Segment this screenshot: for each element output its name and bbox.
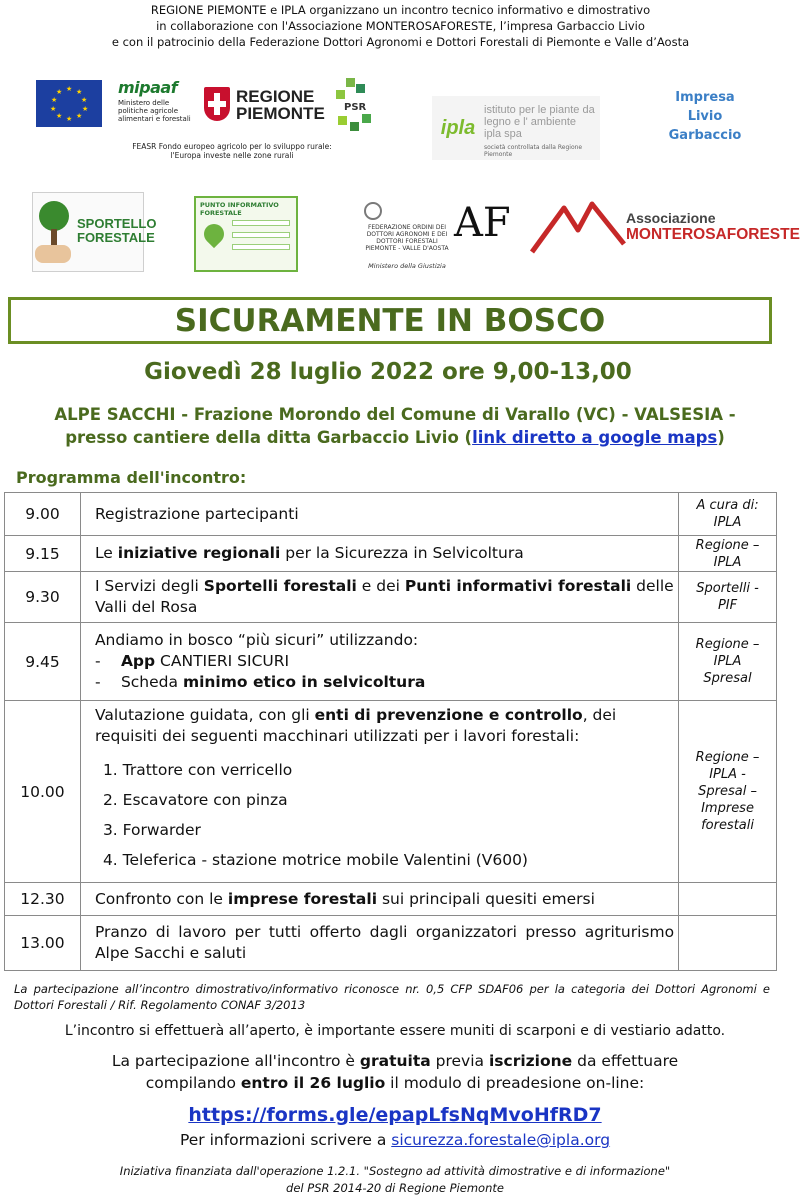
schedule-time: 9.30	[5, 572, 81, 623]
owner-line: Sportelli -	[696, 581, 759, 596]
desc-text: per la Sicurezza in Selvicoltura	[280, 544, 524, 562]
ipla-logo	[432, 96, 600, 160]
reg-text: da effettuare	[572, 1052, 679, 1070]
ipla-sub: società controllata dalla Regione Piemonte	[484, 144, 583, 158]
eu-flag-logo: ★ ★ ★ ★ ★ ★ ★ ★ ★ ★	[36, 80, 102, 127]
sportello-forestale-logo	[32, 192, 157, 272]
desc-text: e dei	[356, 577, 405, 595]
emblem-icon	[364, 202, 382, 220]
header-line-1: REGIONE PIEMONTE e IPLA organizzano un incontro tecnico informativo e dimostrativo	[150, 3, 651, 17]
schedule-owner	[679, 493, 777, 536]
desc-text: Le	[94, 544, 118, 562]
federazione-ordini-logo	[360, 200, 511, 272]
desc-bold: minimo etico in selvicoltura	[182, 673, 426, 691]
schedule-desc	[80, 536, 678, 572]
mountain-icon	[530, 200, 626, 256]
contact-text: Per informazioni scrivere a	[179, 1131, 392, 1149]
owner-line: IPLA	[713, 554, 742, 570]
regione-line-2: PIEMONTE	[236, 104, 325, 123]
tree-icon	[39, 201, 69, 231]
map-pin-icon	[200, 220, 228, 248]
owner-line: Regione –	[695, 637, 760, 652]
reg-bold: entro il 26 luglio	[240, 1074, 386, 1092]
registration-note	[0, 1050, 790, 1094]
desc-text: CANTIERI SICURI	[155, 652, 290, 670]
desc-bold: App	[120, 652, 156, 670]
schedule-desc: Pranzo di lavoro per tutti offerto dagli organizzatori presso agriturismo Alpe Sacchi e saluti	[80, 916, 678, 971]
reg-text: previa	[430, 1052, 489, 1070]
reg-text: La partecipazione all'incontro è	[111, 1052, 360, 1070]
sportello-line-1: SPORTELLO	[77, 216, 157, 231]
desc-text: , dei requisiti dei seguenti macchinari utilizzati per i lavori forestali:	[94, 705, 617, 745]
schedule-owner	[679, 572, 777, 623]
machine-item: 3. Forwarder	[102, 820, 201, 839]
desc-bold: Punti informativi forestali	[404, 577, 632, 595]
sportello-line-2: FORESTALE	[77, 230, 155, 245]
ipla-name: istituto per le piante da legno e l' ambiente ipla spa	[484, 104, 595, 140]
desc-text: delle Valli del Rosa	[94, 577, 674, 616]
outdoor-note: L’incontro si effettuerà all’aperto, è importante essere muniti di scarponi e di vestiario adatto.	[64, 1023, 726, 1039]
programme-heading: Programma dell'incontro:	[16, 468, 247, 487]
schedule-row	[5, 883, 777, 916]
owner-line: Spresal –	[698, 784, 757, 799]
event-title: SICURAMENTE IN BOSCO	[174, 303, 606, 339]
owner-line: IPLA -	[709, 767, 746, 782]
owner-line: Regione –	[695, 750, 760, 765]
bullet: -	[94, 652, 101, 670]
schedule-owner	[679, 536, 777, 572]
pif-title: PUNTO INFORMATIVO FORESTALE	[200, 201, 279, 217]
location-line-2: presso cantiere della ditta Garbaccio Livio (	[65, 428, 473, 447]
owner-line: A cura di:	[696, 498, 759, 513]
impresa-garbaccio-logo	[660, 88, 750, 145]
monterosa-line-2: MONTEROSAFORESTE	[626, 226, 800, 243]
schedule-desc	[80, 883, 678, 916]
psr-logo	[332, 76, 378, 132]
regione-piemonte-logo	[204, 85, 325, 125]
impresa-line-1: Impresa	[675, 90, 735, 105]
bullet: -	[94, 673, 101, 691]
google-maps-link[interactable]: link diretto a google maps	[472, 428, 718, 447]
machine-list	[103, 755, 674, 875]
location-line-1: ALPE SACCHI - Frazione Morondo del Comune di Varallo (VC) - VALSESIA -	[54, 405, 736, 424]
desc-text: sui principali quesiti emersi	[377, 889, 595, 908]
schedule-row	[5, 701, 777, 883]
cfp-note: La partecipazione all’incontro dimostrativo/informativo riconosce nr. 0,5 CFP SDAF06 per la categoria dei Dottori Agronomi e Dottori Forestali / Rif. Regolamento CONAF 3/2013	[14, 982, 770, 1012]
schedule-owner	[679, 623, 777, 701]
schedule-desc	[80, 572, 678, 623]
owner-line: Regione –	[695, 537, 760, 553]
desc-list-item	[95, 651, 674, 672]
machine-item: 4. Teleferica - stazione motrice mobile Valentini (V600)	[102, 850, 528, 869]
desc-list-item	[95, 672, 674, 693]
funding-note	[0, 1163, 790, 1197]
owner-line: Spresal	[703, 671, 752, 686]
contact-email-link[interactable]: sicurezza.forestale@ipla.org	[391, 1131, 611, 1149]
feasr-caption: FEASR Fondo europeo agricolo per lo sviluppo rurale: l'Europa investe nelle zone rurali	[132, 142, 332, 160]
desc-bold: imprese forestali	[227, 889, 378, 908]
owner-line: PIF	[717, 598, 738, 613]
contact-info	[0, 1131, 790, 1149]
schedule-time: 13.00	[5, 916, 81, 971]
schedule-row	[5, 572, 777, 623]
desc-text: Valutazione guidata, con gli	[94, 705, 315, 724]
desc-bold: enti di prevenzione e controllo	[314, 705, 583, 724]
funding-line-1: Iniziativa finanziata dall'operazione 1.2.1. "Sostegno ad attività dimostrative e di informazione"	[119, 1164, 671, 1178]
event-date: Giovedì 28 luglio 2022 ore 9,00-13,00	[144, 359, 632, 385]
regione-crest-icon	[204, 87, 230, 121]
schedule-row	[5, 916, 777, 971]
schedule-table	[4, 492, 777, 971]
machine-item: 2. Escavatore con pinza	[102, 790, 288, 809]
schedule-time: 10.00	[5, 701, 81, 883]
punto-informativo-forestale-logo	[194, 196, 298, 272]
owner-line: Imprese	[701, 801, 754, 816]
schedule-row	[5, 493, 777, 536]
desc-text: I Servizi degli	[94, 577, 204, 595]
owner-line: forestali	[701, 818, 754, 833]
funding-line-2: del PSR 2014-20 di Regione Piemonte	[286, 1181, 504, 1195]
schedule-owner	[679, 701, 777, 883]
registration-form-link[interactable]: https://forms.gle/epapLfsNqMvoHfRD7	[188, 1104, 602, 1126]
header-line-3: e con il patrocinio della Federazione Dottori Agronomi e Dottori Forestali di Piemonte e Valle d’Aosta	[111, 35, 690, 49]
reg-bold: iscrizione	[488, 1052, 573, 1070]
owner-line: IPLA	[713, 654, 742, 669]
desc-intro: Andiamo in bosco “più sicuri” utilizzando:	[94, 631, 419, 649]
schedule-time: 12.30	[5, 883, 81, 916]
schedule-row	[5, 623, 777, 701]
psr-label: PSR	[344, 102, 367, 113]
monterosa-line-1: Associazione	[626, 210, 716, 226]
header-line-2: in collaborazione con l'Associazione MONTEROSAFORESTE, l’impresa Garbaccio Livio	[156, 19, 645, 33]
schedule-owner	[679, 883, 777, 916]
desc-bold: Sportelli forestali	[203, 577, 357, 595]
desc-text: Confronto con le	[94, 889, 228, 908]
reg-text: compilando	[145, 1074, 241, 1092]
ipla-mark: ipla	[440, 117, 476, 139]
machine-item: 1. Trattore con verricello	[102, 760, 293, 779]
ordini-text: FEDERAZIONE ORDINI DEI DOTTORI AGRONOMI E DEI DOTTORI FORESTALI PIEMONTE - VALLE D'AOSTA	[365, 224, 449, 252]
desc-text: Scheda	[120, 673, 183, 691]
impresa-line-2: Livio	[687, 109, 723, 124]
schedule-time: 9.15	[5, 536, 81, 572]
reg-bold: gratuita	[359, 1052, 431, 1070]
impresa-line-3: Garbaccio	[668, 128, 742, 143]
schedule-desc	[80, 623, 678, 701]
schedule-desc: Registrazione partecipanti	[80, 493, 678, 536]
mipaaf-subtitle: Ministero delle politiche agricole alimentari e forestali	[118, 99, 191, 123]
schedule-row	[5, 536, 777, 572]
owner-line: IPLA	[713, 515, 742, 530]
schedule-owner	[679, 916, 777, 971]
regione-line-1: REGIONE	[236, 87, 315, 106]
schedule-desc	[80, 701, 678, 883]
ministero-caption: Ministero della Giustizia	[368, 262, 446, 270]
location-paren-close: )	[717, 428, 725, 447]
schedule-time: 9.45	[5, 623, 81, 701]
hand-icon	[35, 245, 71, 263]
reg-text: il modulo di preadesione on-line:	[385, 1074, 645, 1092]
desc-bold: iniziative regionali	[117, 544, 281, 562]
schedule-time: 9.00	[5, 493, 81, 536]
mipaaf-name: mipaaf	[118, 78, 178, 97]
event-location	[0, 403, 790, 449]
af-mark: AF	[454, 200, 511, 246]
monterosaforeste-logo	[530, 200, 800, 256]
mipaaf-logo	[118, 78, 198, 134]
